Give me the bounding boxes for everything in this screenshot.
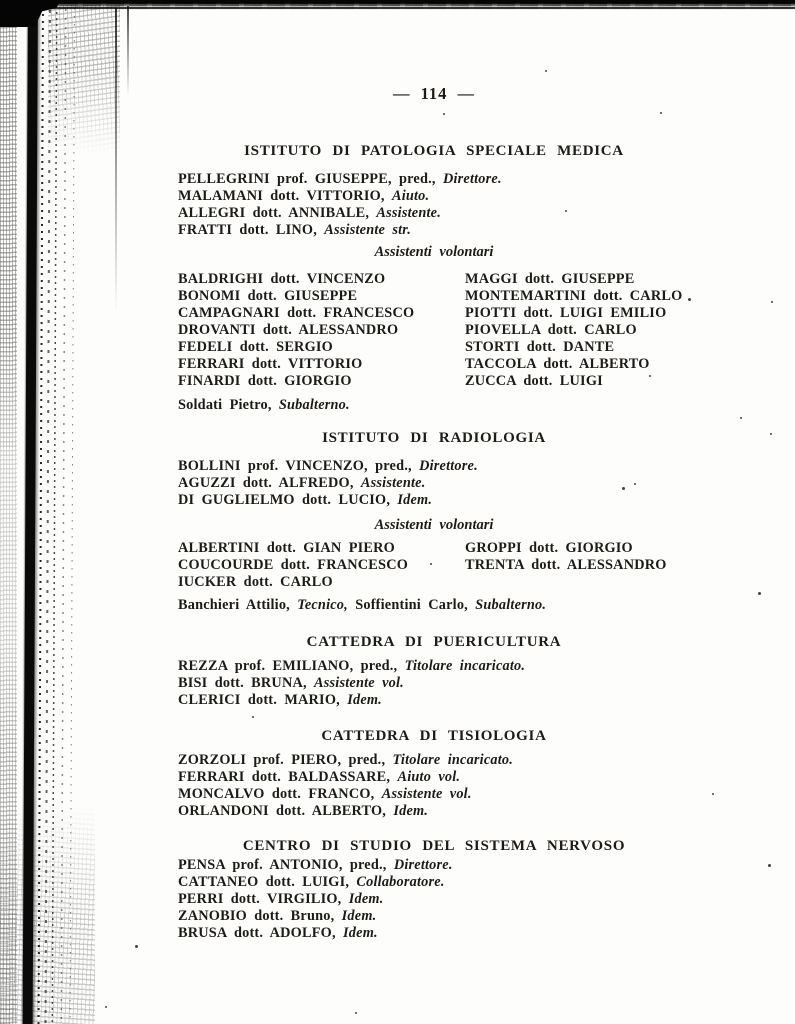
name-roman: Soffientini Carlo, (347, 597, 476, 613)
staff-list-puericultura (178, 658, 690, 709)
role-italic: Assistente. (360, 475, 426, 491)
ink-speck (758, 592, 761, 595)
volunteer-name: TACCOLA dott. ALBERTO (465, 356, 650, 372)
staff-line (178, 658, 690, 675)
name-roman: CLERICI dott. MARIO, (178, 692, 348, 708)
footnote-subalterno (178, 397, 690, 414)
name-roman: MALAMANI dott. VITTORIO, (178, 188, 392, 204)
volunteer-name: MAGGI dott. GIUSEPPE (465, 271, 635, 287)
staff-line (178, 188, 690, 205)
subheading-assistenti-volontari-2: Assistenti volontari (374, 517, 494, 533)
name-roman: Banchieri Attilio, (178, 597, 298, 613)
name-roman: ORLANDONI dott. ALBERTO, (178, 803, 394, 819)
staff-list-radiologia (178, 458, 690, 509)
volunteer-column-right (465, 271, 682, 390)
section-heading-tisiologia: CATTEDRA DI TISIOLOGIA (321, 728, 547, 744)
staff-line (178, 769, 690, 786)
ink-speck (660, 112, 662, 114)
staff-line (178, 752, 690, 769)
staff-line (178, 222, 690, 239)
volunteer-name: CAMPAGNARI dott. FRANCESCO (178, 305, 415, 321)
name-roman: PELLEGRINI prof. GIUSEPPE, pred., (178, 171, 443, 187)
role-italic: Idem. (347, 692, 382, 708)
ink-speck (252, 716, 254, 718)
role-italic: Assistente. (376, 205, 441, 221)
ink-speck (770, 433, 772, 435)
volunteer-name: MONTEMARTINI dott. CARLO (465, 288, 683, 304)
name-roman: PERRI dott. VIRGILIO, (178, 891, 349, 907)
ink-speck (105, 1006, 107, 1008)
volunteer-name: BONOMI dott. GIUSEPPE (178, 288, 358, 304)
staff-line (178, 458, 690, 475)
name-roman: ZANOBIO dott. Bruno, (178, 908, 342, 924)
page-number: — 114 — (392, 84, 476, 103)
volunteer-columns-patologia (178, 271, 690, 391)
volunteer-name: IUCKER dott. CARLO (178, 574, 333, 590)
role-italic: Aiuto. (391, 188, 430, 204)
name-roman: ALLEGRI dott. ANNIBALE, (178, 205, 377, 221)
volunteer-column-left (178, 540, 408, 591)
top-edge-line (38, 7, 795, 9)
role-italic: Assistente str. (324, 222, 412, 238)
role-italic: Direttore. (419, 458, 478, 474)
name-roman: MONCALVO dott. FRANCO, (178, 786, 382, 802)
name-roman: BOLLINI prof. VINCENZO, pred., (178, 458, 420, 474)
role-italic: Tecnico, (297, 597, 348, 613)
name-roman: Soldati Pietro, (178, 397, 279, 413)
bottom-left-noise (0, 804, 95, 1024)
staff-line (178, 874, 690, 891)
name-roman: REZZA prof. EMILIANO, pred., (178, 658, 405, 674)
staff-list-patologia (178, 171, 690, 239)
footnote-tecnico-subalterno (178, 597, 690, 614)
volunteer-name: FEDELI dott. SERGIO (178, 339, 333, 355)
name-roman: DI GUGLIELMO dott. LUCIO, (178, 492, 398, 508)
volunteer-name: DROVANTI dott. ALESSANDRO (178, 322, 399, 338)
volunteer-name: PIOVELLA dott. CARLO (465, 322, 637, 338)
staff-line (178, 171, 690, 188)
role-italic: Titolare incaricato. (392, 752, 514, 768)
volunteer-name: STORTI dott. DANTE (465, 339, 615, 355)
role-italic: Direttore. (393, 857, 453, 873)
volunteer-name: COUCOURDE dott. FRANCESCO (178, 557, 409, 573)
staff-line (178, 891, 690, 908)
role-italic: Idem. (343, 925, 378, 941)
ink-speck (740, 417, 742, 419)
name-roman: FRATTI dott. LINO, (178, 222, 325, 238)
volunteer-name: ZUCCA dott. LUIGI (465, 373, 603, 389)
role-italic: Assistente vol. (381, 786, 472, 802)
top-left-noise (48, 5, 120, 155)
volunteer-name: TRENTA dott. ALESSANDRO (465, 557, 667, 573)
staff-line (178, 803, 690, 820)
section-heading-radiologia: ISTITUTO DI RADIOLOGIA (322, 430, 546, 446)
name-roman: AGUZZI dott. ALFREDO, (178, 475, 361, 491)
role-italic: Direttore. (442, 171, 502, 187)
section-heading-puericultura: CATTEDRA DI PUERICULTURA (306, 634, 562, 650)
ink-speck (443, 113, 445, 115)
ink-speck (768, 864, 771, 867)
staff-list-tisiologia (178, 752, 690, 820)
volunteer-column-left (178, 271, 414, 390)
name-roman: ZORZOLI prof. PIERO, pred., (178, 752, 393, 768)
role-italic: Idem. (397, 492, 433, 508)
ink-speck (712, 793, 714, 795)
section-heading-sistema-nervoso: CENTRO DI STUDIO DEL SISTEMA NERVOSO (242, 838, 626, 854)
volunteer-column-right (465, 540, 667, 574)
staff-line (178, 492, 690, 509)
role-italic: Collaboratore. (356, 874, 445, 890)
staff-line (178, 205, 690, 222)
section-heading-patologia: ISTITUTO DI PATOLOGIA SPECIALE MEDICA (244, 143, 624, 159)
volunteer-name: FINARDI dott. GIORGIO (178, 373, 352, 389)
staff-line (178, 857, 690, 874)
role-italic: Idem. (393, 803, 429, 819)
staff-line (178, 786, 690, 803)
subheading-assistenti-volontari: Assistenti volontari (374, 244, 494, 260)
volunteer-name: PIOTTI dott. LUIGI EMILIO (465, 305, 667, 321)
page-edge-line (115, 8, 117, 313)
page-edge-line-secondary (127, 6, 129, 96)
volunteer-name: GROPPI dott. GIORGIO (465, 540, 633, 556)
name-roman: BRUSA dott. ADOLFO, (178, 925, 344, 941)
name-roman: BISI dott. BRUNA, (178, 675, 315, 691)
role-italic: Titolare incaricato. (404, 658, 526, 674)
role-italic: Aiuto vol. (397, 769, 461, 785)
name-roman: CATTANEO dott. LUIGI, (178, 874, 357, 890)
staff-line (178, 925, 690, 942)
ink-speck (545, 70, 547, 72)
volunteer-name: ALBERTINI dott. GIAN PIERO (178, 540, 395, 556)
role-italic: Idem. (348, 891, 384, 907)
staff-line (178, 692, 690, 709)
staff-line (178, 475, 690, 492)
staff-line (178, 908, 690, 925)
ink-speck (355, 1012, 357, 1014)
volunteer-name: BALDRIGHI dott. VINCENZO (178, 271, 386, 287)
name-roman: PENSA prof. ANTONIO, pred., (178, 857, 394, 873)
ink-speck (135, 945, 138, 948)
staff-line (178, 675, 690, 692)
staff-list-sistema-nervoso (178, 857, 690, 942)
name-roman: FERRARI dott. BALDASSARE, (178, 769, 398, 785)
role-italic: Subalterno. (278, 397, 350, 413)
role-italic: Subalterno. (475, 597, 547, 613)
volunteer-name: FERRARI dott. VITTORIO (178, 356, 363, 372)
role-italic: Assistente vol. (314, 675, 404, 691)
ink-speck (771, 301, 773, 303)
role-italic: Idem. (341, 908, 377, 924)
